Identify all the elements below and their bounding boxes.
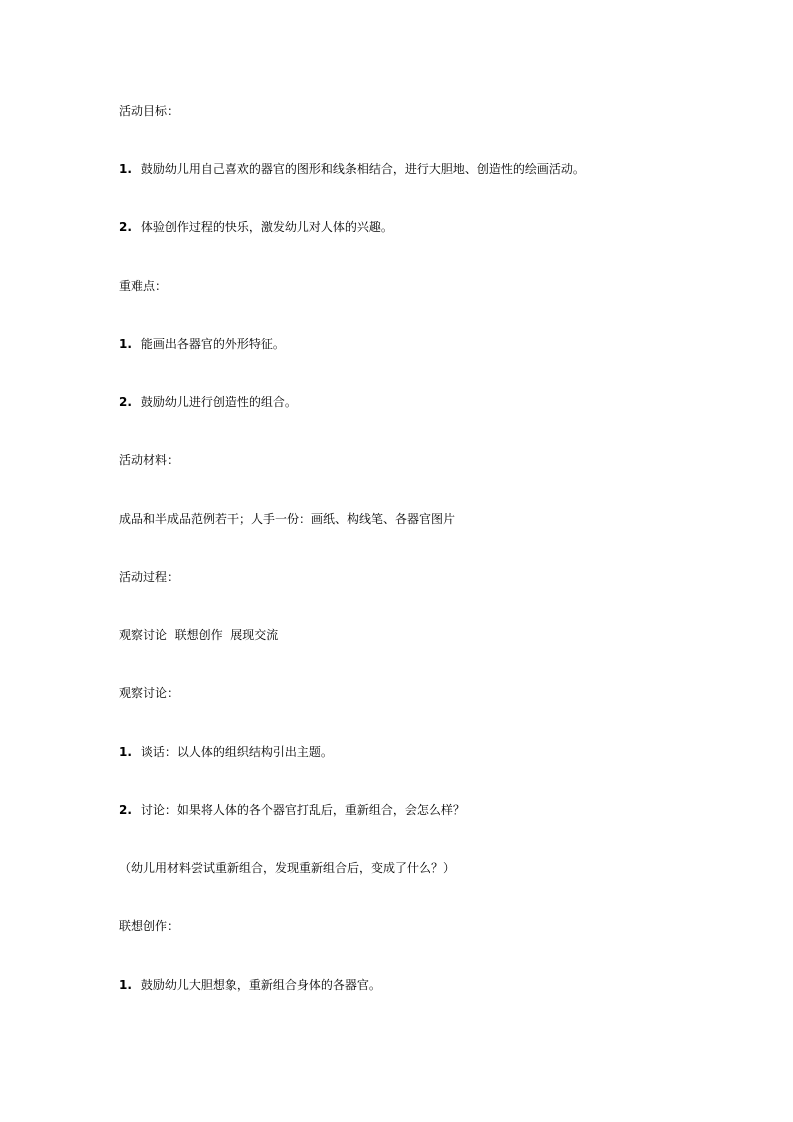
item-number: 1. — [119, 745, 132, 759]
item-number: 1. — [119, 978, 132, 992]
process-steps: 观察讨论 联想创作 展现交流 — [119, 628, 279, 642]
objective-item — [119, 161, 585, 177]
materials-text: 成品和半成品范例若干；人手一份：画纸、构线笔、各器官图片 — [119, 512, 456, 526]
create-heading: 联想创作： — [119, 919, 180, 933]
item-number: 2. — [119, 395, 132, 409]
key-point-item — [119, 336, 285, 352]
observe-item — [119, 802, 465, 818]
item-text: 体验创作过程的快乐，激发幼儿对人体的兴趣。 — [140, 220, 393, 234]
observe-heading: 观察讨论： — [119, 686, 180, 700]
item-number: 2. — [119, 220, 132, 234]
item-text: 谈话：以人体的组织结构引出主题。 — [140, 745, 333, 759]
item-text: 鼓励幼儿进行创造性的组合。 — [140, 395, 297, 409]
objective-item — [119, 219, 393, 235]
key-points-heading: 重难点： — [119, 279, 168, 293]
item-text: 讨论：如果将人体的各个器官打乱后，重新组合，会怎么样？ — [140, 803, 465, 817]
observe-item — [119, 744, 333, 760]
objectives-heading: 活动目标： — [119, 104, 180, 118]
process-heading: 活动过程： — [119, 570, 180, 584]
observe-note: （幼儿用材料尝试重新组合，发现重新组合后，变成了什么？） — [119, 861, 456, 875]
item-number: 1. — [119, 337, 132, 351]
item-text: 能画出各器官的外形特征。 — [140, 337, 285, 351]
item-number: 1. — [119, 162, 132, 176]
materials-heading: 活动材料： — [119, 453, 180, 467]
key-point-item — [119, 394, 297, 410]
create-item — [119, 977, 381, 993]
item-text: 鼓励幼儿大胆想象，重新组合身体的各器官。 — [140, 978, 381, 992]
item-number: 2. — [119, 803, 132, 817]
item-text: 鼓励幼儿用自己喜欢的器官的图形和线条相结合，进行大胆地、创造性的绘画活动。 — [140, 162, 585, 176]
